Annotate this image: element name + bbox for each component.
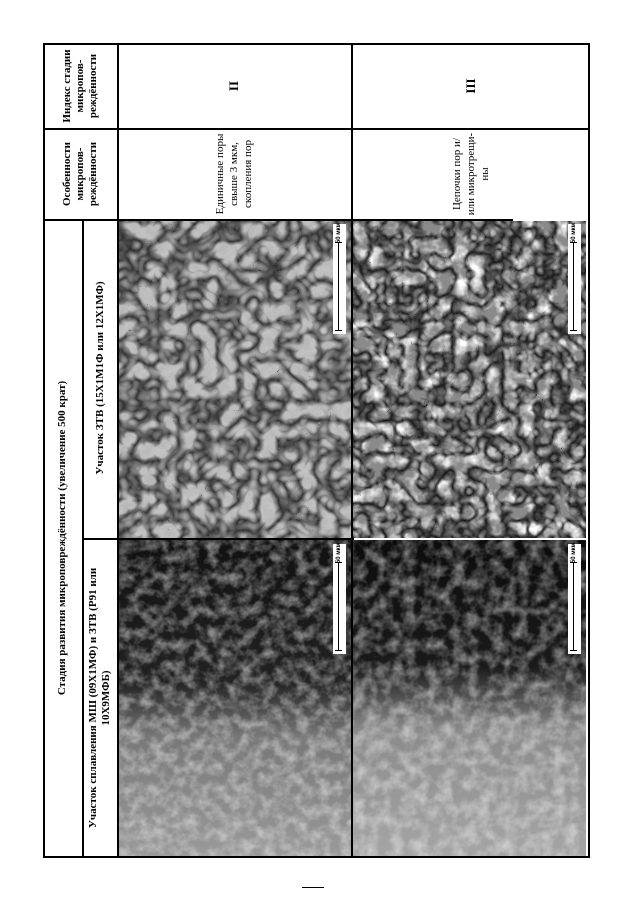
header-haz: Участок ЗТВ (15Х1М1Ф или 12Х1МФ) (93, 281, 106, 475)
index-cell-iii: III (463, 78, 478, 94)
feature-cell-ii: Единичные поры свыше 3 мкм, скопления пор (214, 133, 254, 215)
header-divider (43, 128, 588, 130)
table-border-bottom (43, 856, 588, 858)
header-index: Индекс стадии микропов-реждённости (60, 49, 99, 123)
micrograph-haz-ii (119, 221, 351, 538)
index-cell-ii: II (226, 80, 241, 92)
header-fusion-zone: Участок сплавления МШ (09Х1МФ) и ЗТВ (Р91 или 10Х9МФБ) (87, 567, 112, 829)
micrograph-fusion-ii (119, 540, 351, 856)
footer-line (302, 887, 324, 888)
scale-label-haz-ii: 50 мкм (336, 222, 342, 244)
header-stage: Стадия развития микроповреждённости (увеличение 500 крат) (55, 380, 68, 696)
table-border-top (43, 43, 588, 45)
feature-cell-iii: Цепочки пор и/или микротрещи-ны (451, 132, 491, 216)
scale-label-fusion-iii: 50 мкм (571, 542, 577, 564)
table-border-right (588, 43, 590, 858)
micrograph-fusion-iii (353, 540, 586, 856)
scale-label-fusion-ii: 50 мкм (336, 542, 342, 564)
header-features: Особенности микропов-реждённости (60, 141, 99, 207)
micrograph-haz-iii (353, 221, 586, 538)
scale-label-haz-iii: 50 мкм (571, 222, 577, 244)
